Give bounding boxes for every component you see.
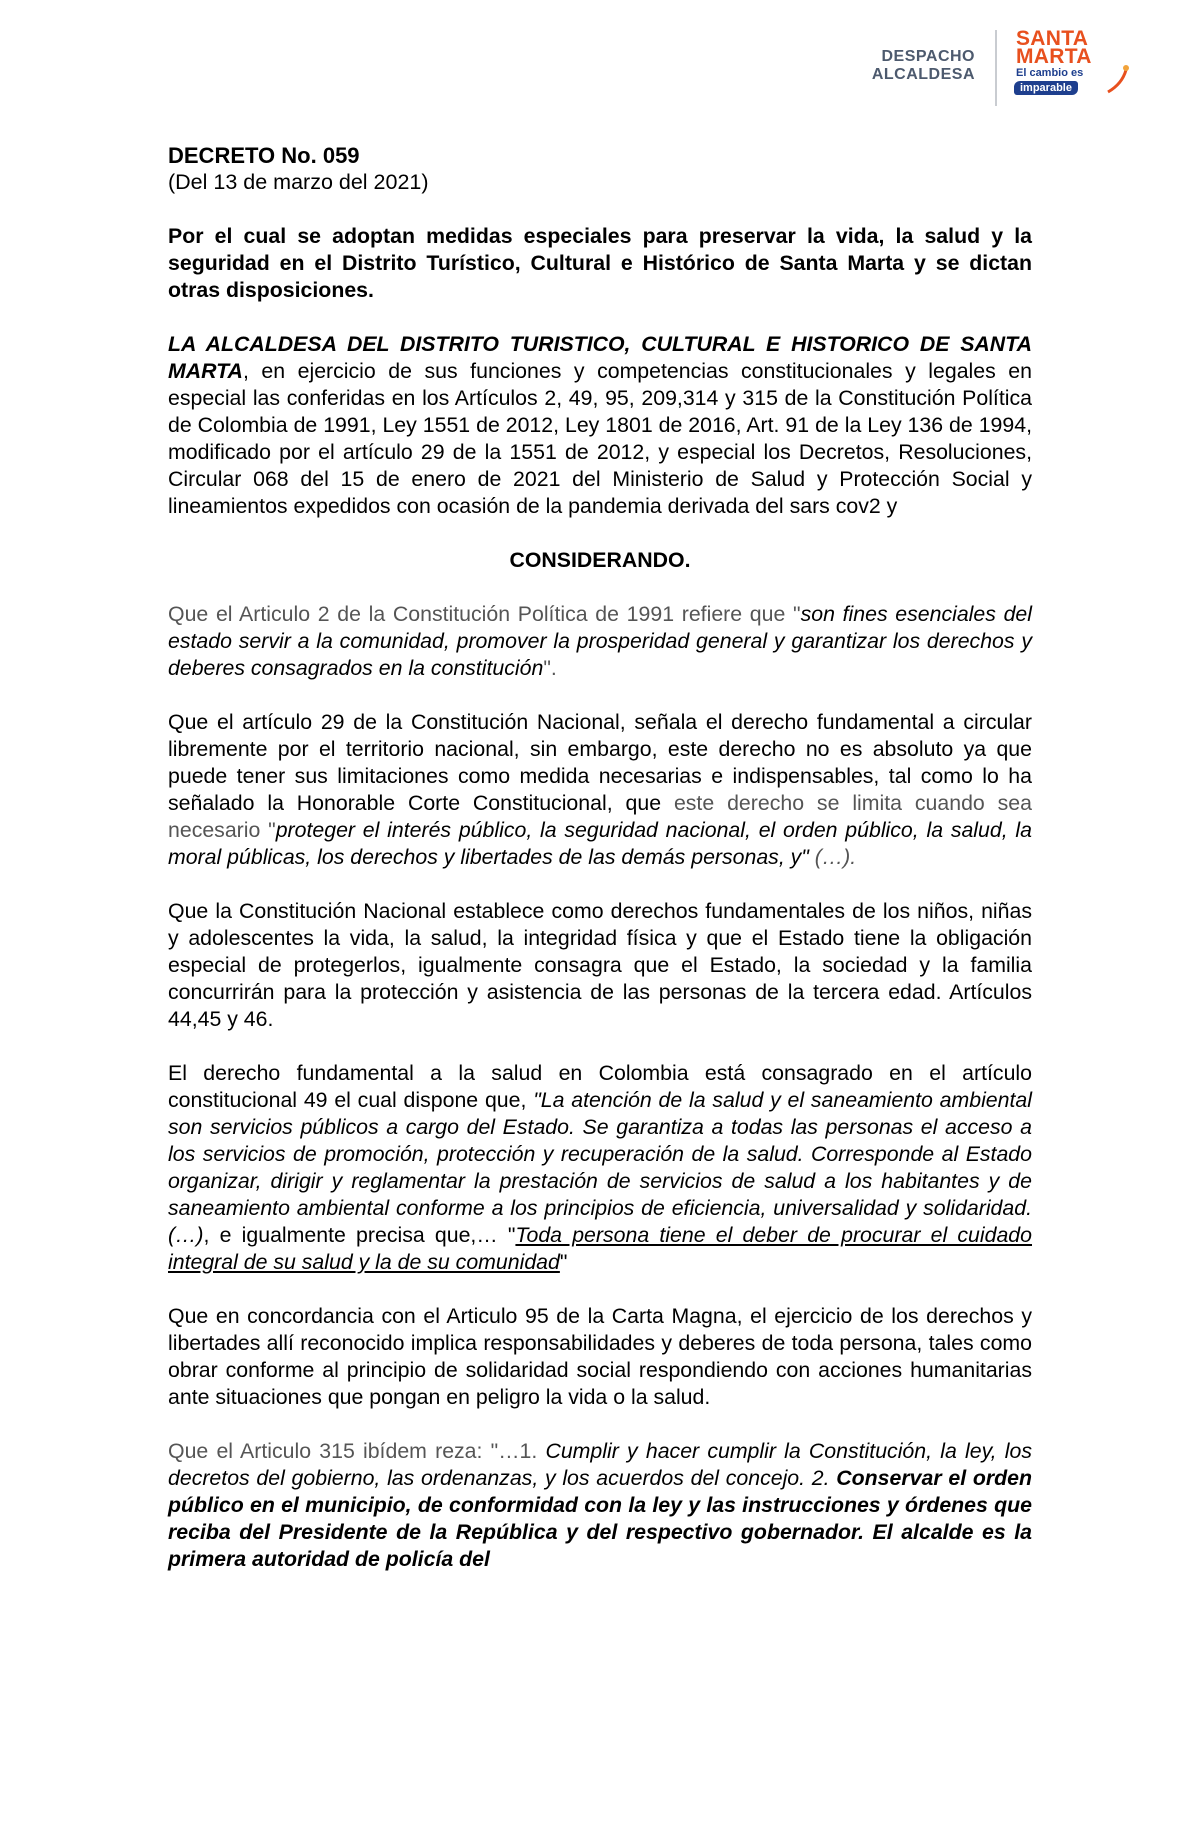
p4-quote: "La atención de la salud y el saneamiento ambiental son servicios públicos a cargo del Estado. Se garantiza a todas las personas el acceso a los servicios de promoción, protección y recuperación de la salud. Corresponde al Estado organizar, dirigir y reglamentar la prestación de servicios de salud a los habitantes y de saneamiento ambiental conforme a los principios de eficiencia, universalidad y solidaridad. (…) — [168, 1088, 1032, 1247]
p1-intro: Que el Articulo 2 de la Constitución Política de 1991 refiere que " — [168, 602, 801, 626]
p4-end: " — [559, 1250, 568, 1274]
decree-document — [168, 142, 1032, 1573]
p4-text: El derecho fundamental a la salud en Colombia está consagrado en el artículo constitucional 49 el cual dispone que, — [168, 1061, 1032, 1112]
office-line-1: DESPACHO — [881, 48, 975, 65]
office-line-2: ALCALDESA — [871, 66, 975, 83]
paragraph-art-29 — [168, 709, 1032, 871]
p4-mid: , e igualmente precisa que,… " — [203, 1223, 516, 1247]
paragraph-art-315 — [168, 1438, 1032, 1573]
logo-line-1: SANTA — [1016, 27, 1089, 50]
p1-quote: son fines esenciales del estado servir a la comunidad, promover la prosperidad general y garantizar los derechos y deberes consagrados en la constitución — [168, 602, 1033, 680]
decree-subject: Por el cual se adoptan medidas especiales para preservar la vida, la salud y la seguridad en el Distrito Turístico, Cultural e Histórico de Santa Marta y se dictan otras disposiciones. — [168, 224, 1032, 302]
santa-marta-logo — [1008, 28, 1130, 108]
paragraph-art-49 — [168, 1060, 1032, 1276]
p2-ellipsis: (…). — [808, 845, 857, 869]
authority-text: , en ejercicio de sus funciones y competencias constitucionales y legales en especial las conferidas en los Artículos 2, 49, 95, 209,314 y 315 de la Constitución Política de Colombia de 1991, Ley 1551 de 2012, Ley 1801 de 2016, Art. 91 de la Ley 136 de 1994, modificado por el artículo 29 de la 1551 de 2012, y especial los Decretos, Resoluciones, Circular 068 del 15 de enero de 2021 del Ministerio de Salud y Protección Social y lineamientos expedidos con ocasión de la pandemia derivada del sars cov2 y — [168, 359, 1032, 518]
authority-paragraph — [168, 331, 1032, 520]
p6-intro: Que el Articulo 315 ibídem reza: "…1. — [168, 1439, 546, 1463]
header-divider — [995, 30, 997, 106]
p2-lead: este derecho se limita cuando sea necesario " — [168, 791, 1032, 842]
letterhead — [0, 28, 1200, 118]
p6-item-2: Conservar el orden público en el municipio, de conformidad con la ley y las instrucciones y órdenes que reciba del Presidente de la República y del respectivo gobernador. El alcalde es la primera autoridad de policía del — [168, 1466, 1032, 1571]
office-name — [840, 48, 975, 84]
logo-slogan-2: imparable — [1014, 81, 1078, 95]
logo-line-2: MARTA — [1016, 45, 1092, 68]
decree-date: (Del 13 de marzo del 2021) — [168, 170, 429, 194]
paragraph-art-95: Que en concordancia con el Articulo 95 de la Carta Magna, el ejercicio de los derechos y libertades allí reconocido implica responsabilidades y deberes de toda persona, tales como obrar conforme al principio de solidaridad social respondiendo con acciones humanitarias ante situaciones que pongan en peligro la vida o la salud. — [168, 1304, 1032, 1409]
authority-name: LA ALCALDESA DEL DISTRITO TURISTICO, CULTURAL E HISTORICO DE SANTA MARTA — [168, 332, 1032, 383]
p6-item-1: Cumplir y hacer cumplir la Constitución, la ley, los decretos del gobierno, las ordenanzas, y los acuerdos del concejo. 2. — [168, 1439, 1032, 1490]
p1-end: ". — [543, 656, 557, 680]
paragraph-art-2 — [168, 601, 1032, 682]
p2-text: Que el artículo 29 de la Constitución Nacional, señala el derecho fundamental a circular libremente por el territorio nacional, sin embargo, este derecho no es absoluto ya que puede tener sus limitaciones como medida necesarias e indispensables, tal como lo ha señalado la Honorable Corte Constitucional, que — [168, 710, 1032, 815]
paragraph-children-rights: Que la Constitución Nacional establece como derechos fundamentales de los niños, niñas y adolescentes la vida, la salud, la integridad física y que el Estado tiene la obligación especial de protegerlos, igualmente consagra que el Estado, la sociedad y la familia concurrirán para la protección y asistencia de las personas de la tercera edad. Artículos 44,45 y 46. — [168, 899, 1032, 1031]
decree-title: DECRETO No. 059 — [168, 143, 360, 168]
logo-swoosh-icon — [1008, 58, 1130, 104]
p4-underlined-quote: Toda persona tiene el deber de procurar el cuidado integral de su salud y la de su comunidad — [168, 1223, 1032, 1274]
p2-quote: proteger el interés público, la seguridad nacional, el orden público, la salud, la moral públicas, los derechos y libertades de las demás personas, y" — [168, 818, 1032, 869]
logo-slogan-1: El cambio es — [1016, 67, 1084, 79]
considerando-heading: CONSIDERANDO. — [509, 548, 691, 572]
